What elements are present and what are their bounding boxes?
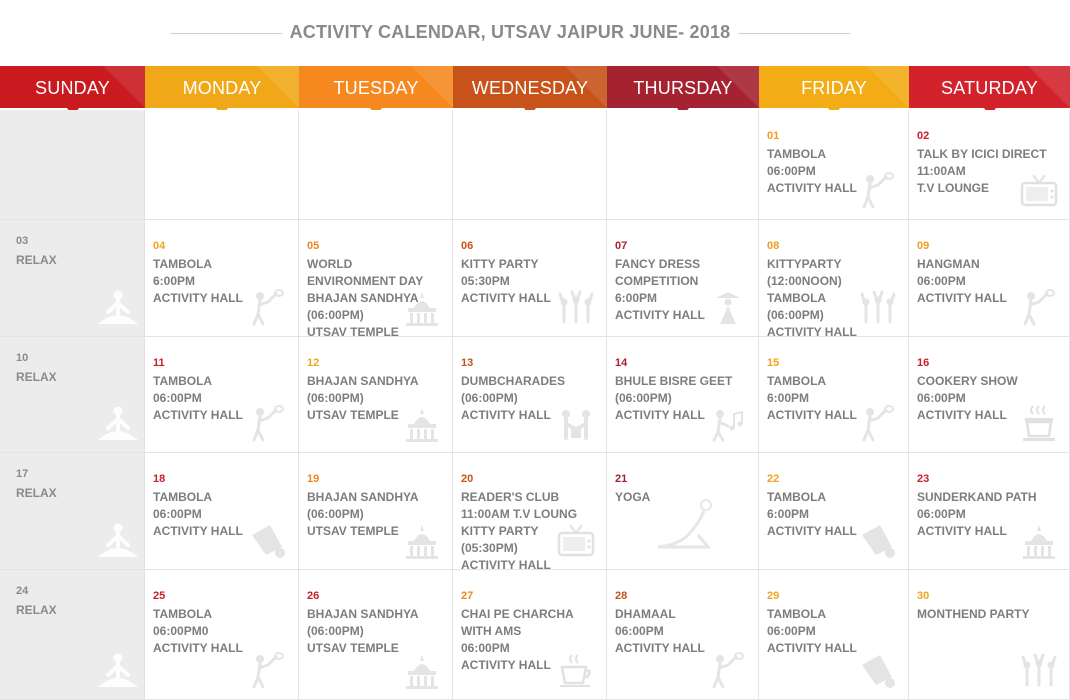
event-line: RELAX	[16, 253, 57, 267]
badminton-icon	[1019, 288, 1059, 328]
event-line: FANCY DRESS	[615, 257, 701, 271]
calendar-cell[interactable]	[0, 570, 145, 700]
tv-icon	[556, 521, 596, 561]
event-line: BHAJAN SANDHYA	[307, 374, 419, 388]
cell-event-text	[16, 252, 57, 269]
calendar-cell[interactable]	[909, 570, 1070, 700]
event-line: 06:00PM	[917, 274, 966, 288]
calendar-cell[interactable]	[909, 337, 1070, 453]
yoga-meditation-icon	[98, 404, 138, 444]
yoga-meditation-icon	[98, 288, 138, 328]
title-rule-right	[738, 33, 850, 34]
shuttlecock-icon	[248, 521, 288, 561]
event-line: T.V LOUNGE	[917, 181, 990, 195]
cell-event-text	[16, 602, 57, 619]
badminton-icon	[248, 651, 288, 691]
event-line: ACTIVITY HALL	[153, 641, 243, 655]
weekday-header-row	[0, 66, 1070, 108]
cell-event-text	[767, 146, 857, 197]
event-line: COOKERY SHOW	[917, 374, 1018, 388]
yoga-meditation-icon	[98, 521, 138, 561]
event-line: 6:00PM	[153, 274, 196, 288]
cell-event-text	[917, 606, 1029, 623]
shuttlecock-icon	[858, 521, 898, 561]
calendar-cell[interactable]	[145, 570, 299, 700]
event-line: READER'S CLUB	[461, 490, 560, 504]
cell-event-text	[153, 606, 243, 657]
event-line: ACTIVITY HALL	[767, 524, 857, 538]
event-line: 6:00PM	[767, 391, 810, 405]
event-line: 06:00PM0	[153, 624, 209, 638]
cell-date: 11	[153, 357, 165, 369]
cell-event-text	[461, 256, 551, 307]
cell-event-text	[153, 373, 243, 424]
event-line: ACTIVITY HALL	[615, 308, 705, 322]
event-line: ACTIVITY HALL	[153, 291, 243, 305]
cell-date: 30	[917, 590, 930, 602]
cell-date: 09	[917, 240, 930, 252]
cell-event-text	[767, 373, 857, 424]
day-header-saturday	[909, 66, 1070, 108]
day-label: MONDAY	[182, 78, 262, 98]
event-line: TAMBOLA	[153, 374, 213, 388]
event-line: COMPETITION	[615, 274, 699, 288]
event-line: ACTIVITY HALL	[917, 524, 1007, 538]
cell-date: 10	[16, 352, 29, 364]
calendar-cell[interactable]	[453, 110, 607, 220]
event-line: ACTIVITY HALL	[767, 181, 857, 195]
title-bar	[0, 0, 1070, 66]
cell-date: 18	[153, 473, 166, 485]
fancy-dress-icon	[708, 288, 748, 328]
event-line: TALK BY ICICI DIRECT	[917, 147, 1047, 161]
event-line: UTSAV TEMPLE	[307, 325, 399, 337]
day-header-monday	[145, 66, 299, 108]
event-line: RELAX	[16, 486, 57, 500]
event-line: ACTIVITY HALL	[767, 641, 857, 655]
event-line: TAMBOLA	[767, 607, 827, 621]
event-line: ENVIRONMENT DAY	[307, 274, 424, 288]
cell-date: 28	[615, 590, 628, 602]
cell-event-text	[917, 373, 1018, 424]
cell-date: 08	[767, 240, 780, 252]
cell-event-text	[153, 489, 243, 540]
calendar-cell[interactable]	[0, 337, 145, 453]
temple-icon	[402, 521, 442, 561]
calendar-cell[interactable]	[607, 220, 759, 337]
badminton-icon	[248, 404, 288, 444]
event-line: ACTIVITY HALL	[917, 291, 1007, 305]
tv-icon	[1019, 171, 1059, 211]
calendar-cell[interactable]	[607, 110, 759, 220]
header-facet	[867, 66, 909, 108]
event-line: 06:00PM	[461, 641, 510, 655]
cell-event-text	[615, 606, 705, 657]
cell-event-text	[153, 256, 243, 307]
cell-event-text	[16, 369, 57, 386]
header-facet	[257, 66, 299, 108]
cell-event-text	[767, 489, 857, 540]
calendar-cell[interactable]	[909, 220, 1070, 337]
cell-event-text	[16, 485, 57, 502]
party-crowd-icon	[858, 288, 898, 328]
cell-date: 12	[307, 357, 320, 369]
calendar-cell[interactable]	[607, 453, 759, 570]
day-header-friday	[759, 66, 909, 108]
event-line: TAMBOLA	[153, 257, 213, 271]
event-line: 06:00PM	[767, 164, 816, 178]
day-label: THURSDAY	[633, 78, 733, 98]
calendar-cell[interactable]	[759, 570, 909, 700]
shuttlecock-icon	[858, 651, 898, 691]
event-line: 6:00PM	[615, 291, 658, 305]
cell-date: 17	[16, 468, 29, 480]
calendar-cell[interactable]	[299, 337, 453, 453]
party-crowd-icon	[1019, 651, 1059, 691]
event-line: WITH AMS	[461, 624, 522, 638]
cell-date: 13	[461, 357, 474, 369]
event-line: BHAJAN SANDHYA	[307, 291, 419, 305]
cell-date: 24	[16, 585, 29, 597]
cell-date: 05	[307, 240, 320, 252]
event-line: 06:00PM	[615, 624, 664, 638]
event-line: MONTHEND PARTY	[917, 607, 1030, 621]
calendar-cell[interactable]	[453, 337, 607, 453]
event-line: 11:00AM	[917, 164, 966, 178]
event-line: TAMBOLA	[767, 490, 827, 504]
party-crowd-icon	[556, 288, 596, 328]
music-icon	[708, 404, 748, 444]
event-line: (12:00NOON)	[767, 274, 842, 288]
event-line: TAMBOLA	[153, 607, 213, 621]
calendar-cell[interactable]	[145, 110, 299, 220]
event-line: ACTIVITY HALL	[917, 408, 1007, 422]
calendar-cell[interactable]	[759, 110, 909, 220]
cell-date: 26	[307, 590, 320, 602]
event-line: BHULE BISRE GEET	[615, 374, 733, 388]
cell-date: 16	[917, 357, 930, 369]
calendar-cell[interactable]	[453, 220, 607, 337]
event-line: BHAJAN SANDHYA	[307, 607, 419, 621]
event-line: (06:00PM)	[461, 391, 518, 405]
event-line: (06:00PM)	[767, 308, 824, 322]
tea-cup-icon	[556, 651, 596, 691]
day-label: SUNDAY	[35, 78, 110, 98]
calendar-cell[interactable]	[759, 220, 909, 337]
cell-date: 02	[917, 130, 930, 142]
badminton-icon	[858, 171, 898, 211]
calendar-cell[interactable]	[0, 453, 145, 570]
event-line: ACTIVITY HALL	[461, 408, 551, 422]
cell-date: 04	[153, 240, 166, 252]
day-label: TUESDAY	[333, 78, 419, 98]
event-line: UTSAV TEMPLE	[307, 524, 399, 538]
event-line: WORLD	[307, 257, 353, 271]
temple-icon	[1019, 521, 1059, 561]
event-line: CHAI PE CHARCHA	[461, 607, 574, 621]
event-line: 11:00AM T.V LOUNG	[461, 507, 578, 521]
cell-date: 15	[767, 357, 780, 369]
event-line: 06:00PM	[153, 391, 202, 405]
yoga-pose-icon	[648, 495, 728, 555]
event-line: ACTIVITY HALL	[461, 558, 551, 570]
event-line: TAMBOLA	[767, 374, 827, 388]
calendar-cell[interactable]	[607, 337, 759, 453]
calendar-cell[interactable]	[0, 110, 145, 220]
day-label: SATURDAY	[941, 78, 1038, 98]
calendar-cell[interactable]	[453, 570, 607, 700]
cell-date: 27	[461, 590, 474, 602]
calendar-cell[interactable]	[0, 220, 145, 337]
event-line: ACTIVITY HALL	[767, 325, 857, 337]
event-line: (06:00PM)	[307, 624, 364, 638]
event-line: TAMBOLA	[767, 147, 827, 161]
event-line: 06:00PM	[767, 624, 816, 638]
badminton-icon	[248, 288, 288, 328]
event-line: ACTIVITY HALL	[615, 641, 705, 655]
temple-icon	[402, 404, 442, 444]
calendar-cell[interactable]	[145, 220, 299, 337]
calendar-cell[interactable]	[299, 570, 453, 700]
event-line: BHAJAN SANDHYA	[307, 490, 419, 504]
event-line: TAMBOLA	[767, 291, 827, 305]
event-line: DUMBCHARADES	[461, 374, 565, 388]
calendar-cell[interactable]	[909, 453, 1070, 570]
event-line: KITTYPARTY	[767, 257, 842, 271]
charades-icon	[556, 404, 596, 444]
page-title: ACTIVITY CALENDAR, UTSAV JAIPUR JUNE- 2018	[289, 22, 731, 42]
event-line: ACTIVITY HALL	[767, 408, 857, 422]
event-line: 05:30PM	[461, 274, 510, 288]
day-header-thursday	[607, 66, 759, 108]
cell-date: 03	[16, 235, 29, 247]
cell-event-text	[767, 256, 857, 337]
event-line: ACTIVITY HALL	[461, 658, 551, 672]
calendar-cell[interactable]	[759, 337, 909, 453]
cell-date: 23	[917, 473, 930, 485]
cell-date: 07	[615, 240, 628, 252]
event-line: ACTIVITY HALL	[153, 524, 243, 538]
cell-event-text	[307, 606, 419, 657]
event-line: ACTIVITY HALL	[615, 408, 705, 422]
cell-date: 20	[461, 473, 474, 485]
cell-event-text	[615, 256, 705, 324]
event-line: KITTY PARTY	[461, 524, 539, 538]
calendar-cell[interactable]	[145, 453, 299, 570]
badminton-icon	[858, 404, 898, 444]
calendar-cell[interactable]	[299, 110, 453, 220]
event-line: SUNDERKAND PATH	[917, 490, 1037, 504]
event-line: DHAMAAL	[615, 607, 676, 621]
day-header-tuesday	[299, 66, 453, 108]
cell-date: 21	[615, 473, 628, 485]
cell-date: 19	[307, 473, 320, 485]
calendar-cell[interactable]	[453, 453, 607, 570]
cell-date: 14	[615, 357, 628, 369]
event-line: 6:00PM	[767, 507, 810, 521]
calendar-cell[interactable]	[299, 220, 453, 337]
calendar-cell[interactable]	[145, 337, 299, 453]
event-line: 06:00PM	[153, 507, 202, 521]
event-line: UTSAV TEMPLE	[307, 641, 399, 655]
cell-date: 06	[461, 240, 474, 252]
event-line: UTSAV TEMPLE	[307, 408, 399, 422]
cell-event-text	[615, 489, 650, 506]
event-line: (05:30PM)	[461, 541, 518, 555]
calendar-cell[interactable]	[607, 570, 759, 700]
calendar-cell[interactable]	[909, 110, 1070, 220]
day-header-sunday	[0, 66, 145, 108]
calendar-grid	[0, 110, 1070, 700]
cell-date: 01	[767, 130, 780, 142]
yoga-meditation-icon	[98, 651, 138, 691]
cell-date: 22	[767, 473, 780, 485]
cell-event-text	[917, 256, 1007, 307]
cell-event-text	[767, 606, 857, 657]
event-line: (06:00PM)	[615, 391, 672, 405]
event-line: (06:00PM)	[307, 308, 364, 322]
badminton-icon	[708, 651, 748, 691]
calendar-cell[interactable]	[759, 453, 909, 570]
calendar-cell[interactable]	[299, 453, 453, 570]
event-line: (06:00PM)	[307, 391, 364, 405]
day-label: WEDNESDAY	[471, 78, 589, 98]
cell-date: 25	[153, 590, 166, 602]
event-line: RELAX	[16, 603, 57, 617]
event-line: ACTIVITY HALL	[461, 291, 551, 305]
event-line: (06:00PM)	[307, 507, 364, 521]
cell-event-text	[461, 373, 565, 424]
day-header-wednesday	[453, 66, 607, 108]
temple-icon	[402, 651, 442, 691]
temple-icon	[402, 288, 442, 328]
event-line: KITTY PARTY	[461, 257, 539, 271]
event-line: 06:00PM	[917, 507, 966, 521]
event-line: HANGMAN	[917, 257, 980, 271]
cooking-pot-icon	[1019, 404, 1059, 444]
event-line: RELAX	[16, 370, 57, 384]
day-label: FRIDAY	[801, 78, 867, 98]
cell-date: 29	[767, 590, 780, 602]
event-line: YOGA	[615, 490, 651, 504]
event-line: ACTIVITY HALL	[153, 408, 243, 422]
event-line: TAMBOLA	[153, 490, 213, 504]
event-line: 06:00PM	[917, 391, 966, 405]
